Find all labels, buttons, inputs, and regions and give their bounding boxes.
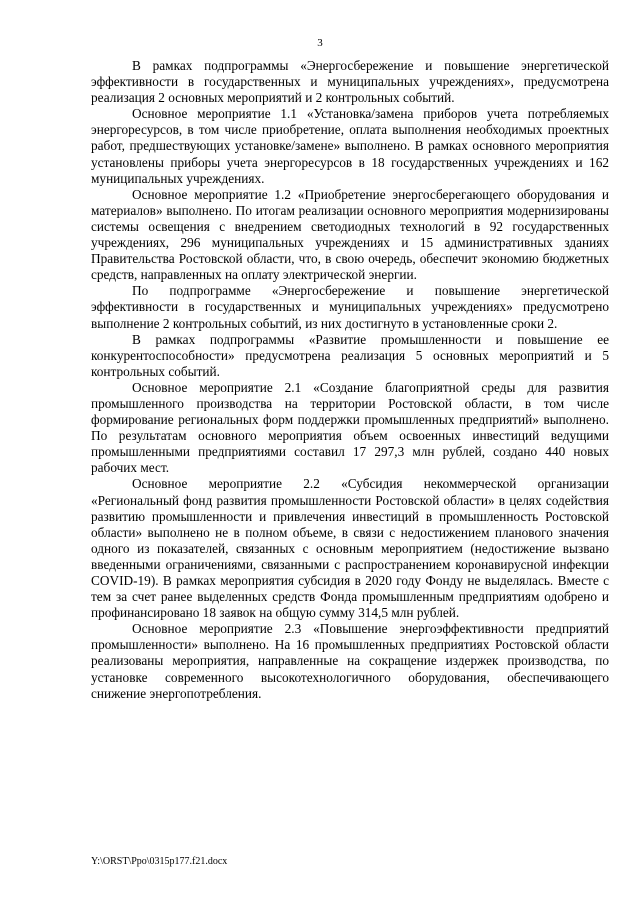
paragraph-measure-2-2: Основное мероприятие 2.2 «Субсидия некоммерческой организации «Региональный фонд развития промышленности Ростовской области» в целях содействия развитию промышленности и привлечения инвестиций в промышленность Ростовской области» выполнено не в полном объеме, в связи с недостижением планового значения одного из показателей, связанных с основным мероприятием (недостижение вызвано введенными ограничениями, связанными с распространением коронавирусной инфекции COVID-19). В рамках мероприятия субсидия в 2020 году Фонду не выделялась. Вместе с тем за счет ранее выделенных средств Фонда промышленным предприятиям одобрено и профинансировано 18 заявок на общую сумму 314,5 млн рублей. [91, 476, 609, 621]
paragraph-measure-2-1: Основное мероприятие 2.1 «Создание благоприятной среды для развития промышленного производства на территории Ростовской области, в том числе формирование региональных форм поддержки промышленных предприятий» выполнено. По результатам основного мероприятия объем освоенных инвестиций ведущими промышленными предприятиями составил 17 297,3 млн рублей, создано 440 новых рабочих мест. [91, 379, 609, 476]
page-number: 3 [317, 37, 323, 49]
paragraph-measure-2-3: Основное мероприятие 2.3 «Повышение энергоэффективности предприятий промышленности» выполнено. На 16 промышленных предприятиях Ростовской области реализованы мероприятия, направленные на сокращение издержек производства, по установке современного высокотехнологичного оборудования, обеспечивающего снижение энергопотребления. [91, 621, 609, 701]
paragraph-measure-1-2: Основное мероприятие 1.2 «Приобретение энергосберегающего оборудования и материалов» выполнено. По итогам реализации основного мероприятия модернизированы системы освещения с внедрением светодиодных технологий в 92 государственных учреждениях, 296 муниципальных учреждениях и 15 административных зданиях Правительства Ростовской области, что, в свою очередь, обеспечит экономию бюджетных средств, направленных на оплату электрической энергии. [91, 186, 609, 283]
document-body [91, 58, 609, 702]
paragraph-subprogram-energy-intro: В рамках подпрограммы «Энергосбережение и повышение энергетической эффективности в государственных и муниципальных учреждениях», предусмотрена реализация 2 основных мероприятий и 2 контрольных событий. [91, 58, 609, 106]
paragraph-subprogram-industry-intro: В рамках подпрограммы «Развитие промышленности и повышение ее конкурентоспособности» предусмотрена реализация 5 основных мероприятий и 5 контрольных событий. [91, 331, 609, 379]
paragraph-measure-1-1: Основное мероприятие 1.1 «Установка/замена приборов учета потребляемых энергоресурсов, в том числе приобретение, оплата выполнения необходимых проектных работ, предшествующих установке/замене» выполнено. В рамках основного мероприятия установлены приборы учета энергоресурсов в 18 государственных учреждениях и 162 муниципальных учреждениях. [91, 106, 609, 186]
paragraph-energy-control-events: По подпрограмме «Энергосбережение и повышение энергетической эффективности в государственных и муниципальных учреждениях» предусмотрено выполнение 2 контрольных событий, из них достигнуто в установленные сроки 2. [91, 283, 609, 331]
footer-file-path: Y:\ORST\Ppo\0315p177.f21.docx [91, 856, 228, 867]
